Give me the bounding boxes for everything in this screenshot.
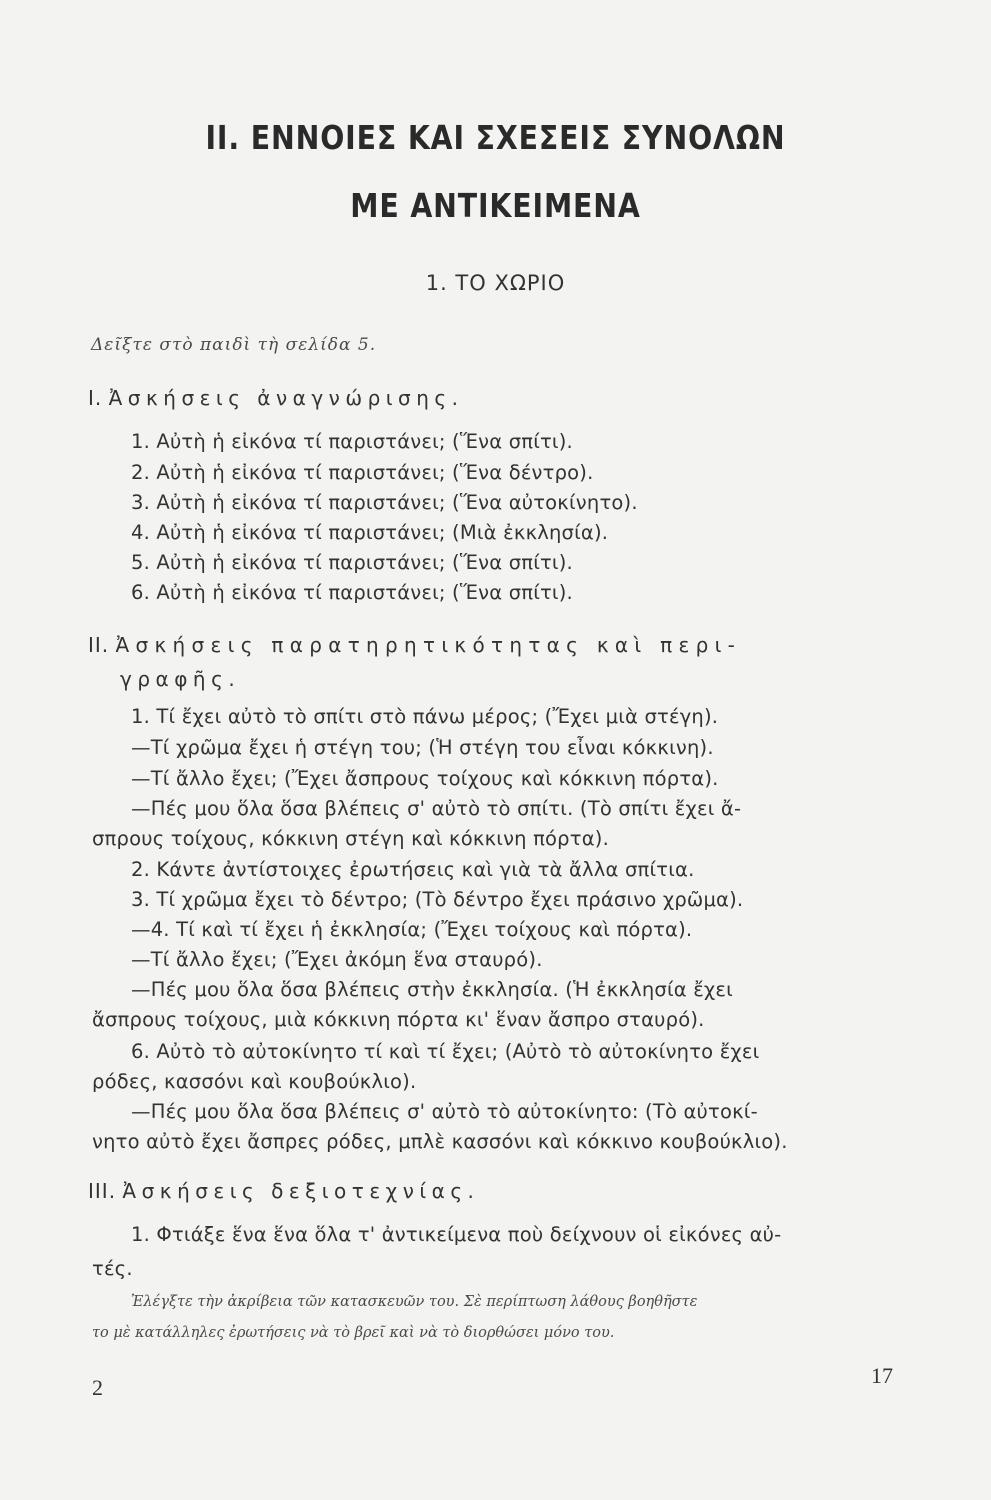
- section-2-line: —4. Τί καὶ τί ἔχει ἡ ἐκκλησία; (Ἔχει τοίχους καὶ πόρτα).: [131, 918, 693, 941]
- section-2-line: 6. Αὐτὸ τὸ αὐτοκίνητο τί καὶ τί ἔχει; (Αὐτὸ τὸ αὐτοκίνητο ἔχει: [131, 1040, 760, 1063]
- instruction-note: Δεῖξτε στὸ παιδὶ τὴ σελίδα 5.: [91, 335, 377, 355]
- section-1-item: 6. Αὐτὴ ἡ εἰκόνα τί παριστάνει; (Ἕνα σπίτι).: [131, 581, 573, 604]
- section-2-line: νητο αὐτὸ ἔχει ἄσπρες ρόδες, μπλὲ κασσόνι καὶ κόκκινο κουβούκλιο).: [92, 1130, 788, 1153]
- section-2-line: —Πές μου ὅλα ὅσα βλέπεις στὴν ἐκκλησία. (Ἡ ἐκκλησία ἔχει: [131, 978, 733, 1001]
- section-1-heading: [88, 386, 464, 410]
- section-2-line: 1. Τί ἔχει αὐτὸ τὸ σπίτι στὸ πάνω μέρος; (Ἔχει μιὰ στέγη).: [131, 705, 719, 728]
- section-2-line: —Τί ἄλλο ἔχει; (Ἔχει ἀκόμη ἕνα σταυρό).: [131, 948, 543, 971]
- section-3-heading: [88, 1179, 479, 1203]
- section-3-line: 1. Φτιάξε ἕνα ἕνα ὅλα τ' ἀντικείμενα ποὺ δείχνουν οἱ εἰκόνες αὐ-: [131, 1223, 782, 1246]
- section-2-line: ρόδες, κασσόνι καὶ κουβούκλιο).: [92, 1070, 417, 1093]
- section-2-line: ἄσπρους τοίχους, μιὰ κόκκινη πόρτα κι' ἕναν ἄσπρο σταυρό).: [92, 1008, 705, 1031]
- section-1-item: 1. Αὐτὴ ἡ εἰκόνα τί παριστάνει; (Ἕνα σπίτι).: [131, 430, 573, 453]
- section-3-number: ΙΙΙ.: [88, 1179, 117, 1203]
- chapter-title: 1. ΤΟ ΧΩΡΙΟ: [425, 271, 566, 295]
- page-title-line-2: ΜΕ ΑΝΤΙΚΕΙΜΕΝΑ: [350, 186, 641, 225]
- section-1-item: 5. Αὐτὴ ἡ εἰκόνα τί παριστάνει; (Ἕνα σπίτι).: [131, 551, 573, 574]
- section-3-line: τές.: [92, 1257, 133, 1280]
- section-2-line: —Τί ἄλλο ἔχει; (Ἔχει ἄσπρους τοίχους καὶ κόκκινη πόρτα).: [131, 767, 719, 790]
- section-2-heading: [88, 633, 741, 657]
- section-2-line: —Πές μου ὅλα ὅσα βλέπεις σ' αὐτὸ τὸ αὐτοκίνητο: (Τὸ αὐτοκί-: [131, 1100, 758, 1123]
- section-2-line: —Πές μου ὅλα ὅσα βλέπεις σ' αὐτὸ τὸ σπίτι. (Τὸ σπίτι ἔχει ἄ-: [131, 797, 742, 820]
- section-1-item: 4. Αὐτὴ ἡ εἰκόνα τί παριστάνει; (Μιὰ ἐκκλησία).: [131, 521, 609, 544]
- section-2-title-cont: γραφῆς.: [120, 667, 241, 691]
- section-2-line: —Τί χρῶμα ἔχει ἡ στέγη του; (Ἡ στέγη του εἶναι κόκκινη).: [131, 736, 714, 759]
- section-2-number: ΙΙ.: [88, 633, 110, 657]
- section-1-title: Ἀσκήσεις ἀναγνώρισης.: [108, 386, 464, 410]
- section-2-heading-cont: [120, 667, 240, 691]
- section-1-item: 3. Αὐτὴ ἡ εἰκόνα τί παριστάνει; (Ἕνα αὐτοκίνητο).: [131, 491, 638, 514]
- section-1-item: 2. Αὐτὴ ἡ εἰκόνα τί παριστάνει; (Ἕνα δέντρο).: [131, 461, 594, 484]
- section-3-note-line: το μὲ κατάλληλες ἐρωτήσεις νὰ τὸ βρεῖ καὶ νὰ τὸ διορθώσει μόνο του.: [92, 1325, 615, 1341]
- section-2-title: Ἀσκήσεις παρατηρητικότητας καὶ περι-: [115, 633, 742, 657]
- section-2-line: 2. Κάντε ἀντίστοιχες ἐρωτήσεις καὶ γιὰ τὰ ἄλλα σπίτια.: [131, 858, 695, 881]
- section-2-line: 3. Τί χρῶμα ἔχει τὸ δέντρο; (Τὸ δέντρο ἔχει πράσινο χρῶμα).: [131, 888, 744, 911]
- section-2-line: σπρους τοίχους, κόκκινη στέγη καὶ κόκκινη πόρτα).: [92, 827, 609, 850]
- page-number-left: 2: [92, 1375, 103, 1400]
- section-3-title: Ἀσκήσεις δεξιοτεχνίας.: [122, 1179, 480, 1203]
- page-title-line-1: II. ΕΝΝΟΙΕΣ ΚΑΙ ΣΧΕΣΕΙΣ ΣΥΝΟΛΩΝ: [205, 118, 786, 157]
- section-1-number: Ι.: [88, 386, 103, 410]
- section-3-note-line: Ἐλέγξτε τὴν ἀκρίβεια τῶν κατασκευῶν του. Σὲ περίπτωση λάθους βοηθῆστε: [131, 1294, 698, 1310]
- page-number-right: 17: [871, 1363, 893, 1388]
